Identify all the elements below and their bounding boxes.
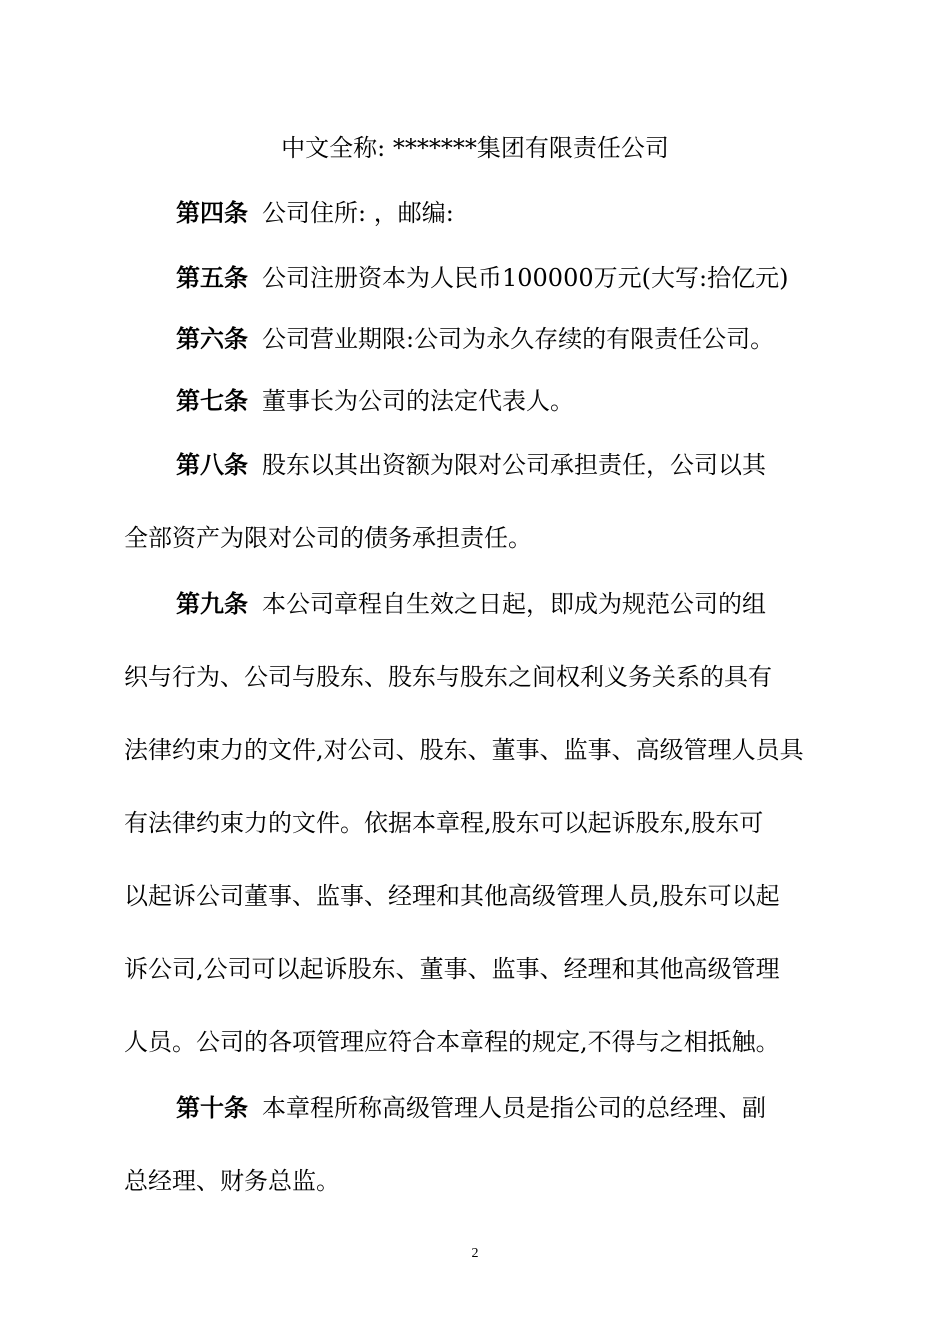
article-9-cont: 诉公司,公司可以起诉股东、董事、监事、经理和其他高级管理 <box>124 955 780 983</box>
article-9-cont: 法律约束力的文件,对公司、股东、董事、监事、高级管理人员具 <box>124 736 804 764</box>
article-9-cont: 织与行为、公司与股东、股东与股东之间权利义务关系的具有 <box>124 663 772 691</box>
article-label: 第四条 <box>176 198 248 227</box>
full-name-line: 中文全称: *******集团有限责任公司 <box>281 134 669 162</box>
article-9-cont: 人员。公司的各项管理应符合本章程的规定,不得与之相抵触。 <box>124 1028 780 1056</box>
article-9-cont: 有法律约束力的文件。依据本章程,股东可以起诉股东,股东可 <box>124 809 764 837</box>
article-10-cont: 总经理、财务总监。 <box>124 1167 340 1195</box>
article-7 <box>176 385 826 417</box>
article-5 <box>176 262 826 294</box>
article-text: 股东以其出资额为限对公司承担责任，公司以其 <box>262 451 766 479</box>
article-label: 第十条 <box>176 1093 248 1122</box>
article-4 <box>176 197 826 229</box>
article-10 <box>176 1092 826 1124</box>
article-label: 第八条 <box>176 450 248 479</box>
article-label: 第七条 <box>176 386 248 415</box>
article-label: 第九条 <box>176 589 248 618</box>
article-8-cont: 全部资产为限对公司的债务承担责任。 <box>124 524 532 552</box>
article-8 <box>176 449 826 481</box>
article-6 <box>176 323 826 355</box>
article-9-cont: 以起诉公司董事、监事、经理和其他高级管理人员,股东可以起 <box>124 882 780 910</box>
article-9 <box>176 588 826 620</box>
article-text: 本章程所称高级管理人员是指公司的总经理、副 <box>262 1094 766 1122</box>
article-text: 本公司章程自生效之日起，即成为规范公司的组 <box>262 590 766 618</box>
article-text: 公司营业期限:公司为永久存续的有限责任公司。 <box>262 325 775 353</box>
article-text: 公司注册资本为人民币100000万元(大写:拾亿元) <box>262 264 789 292</box>
page-number: 2 <box>471 1246 479 1261</box>
article-text: 公司住所: ，邮编: <box>262 199 454 227</box>
article-label: 第五条 <box>176 263 248 292</box>
article-label: 第六条 <box>176 324 248 353</box>
article-text: 董事长为公司的法定代表人。 <box>262 387 574 415</box>
